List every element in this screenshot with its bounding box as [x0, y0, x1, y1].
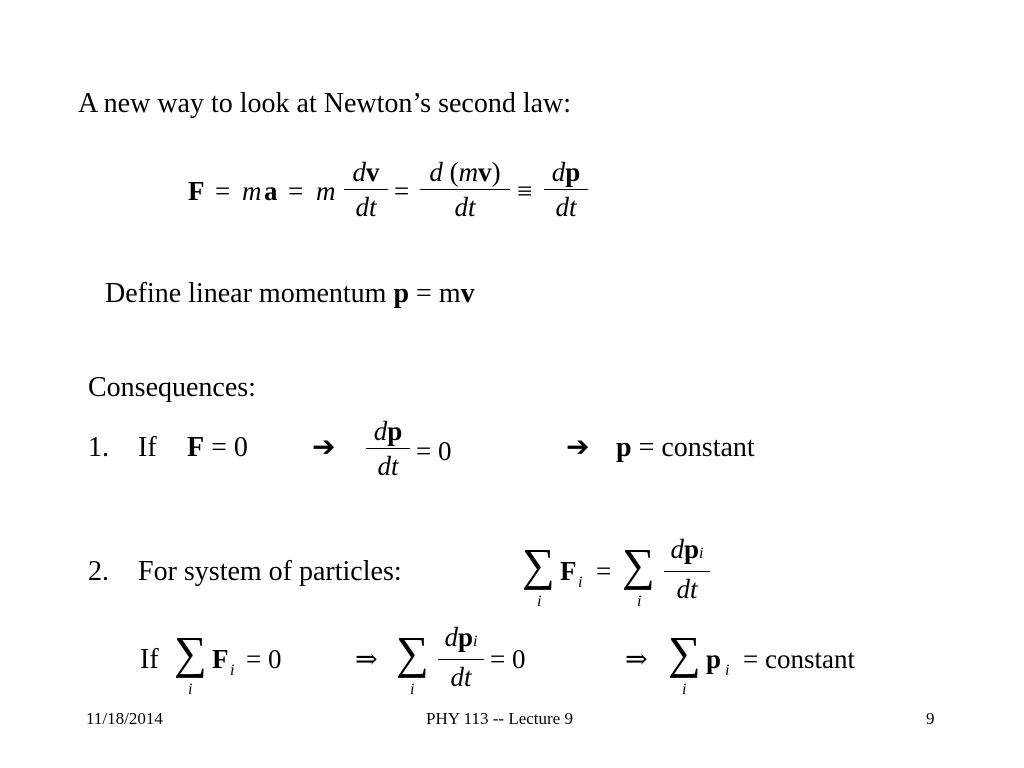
- index-i: i: [537, 593, 542, 610]
- equals-sign: =: [288, 176, 304, 206]
- dt-symbol: dt: [355, 192, 377, 222]
- velocity-symbol: v: [478, 157, 492, 187]
- right-arrow-icon: ➔: [566, 432, 590, 463]
- index-i: i: [473, 633, 478, 650]
- momentum-symbol: p: [458, 622, 474, 652]
- index-i: i: [637, 593, 642, 610]
- dt-symbol: dt: [555, 192, 577, 222]
- d-symbol: d: [352, 157, 366, 187]
- fraction-bar: [544, 189, 588, 190]
- index-i: i: [699, 545, 704, 562]
- dt-symbol: dt: [377, 451, 399, 481]
- equals-sign: =: [596, 556, 612, 586]
- definition-text: Define linear momentum: [105, 278, 394, 309]
- index-i: i: [682, 681, 687, 698]
- equals-sign: =: [394, 176, 410, 206]
- summation-sign: ∑: [396, 627, 429, 678]
- acceleration-symbol: a: [264, 176, 278, 206]
- dp-dt-fraction: [544, 157, 588, 222]
- equals-zero: = 0: [246, 644, 282, 674]
- equals-constant: = constant: [743, 644, 855, 674]
- dt-symbol: dt: [676, 574, 698, 604]
- velocity-symbol: v: [460, 278, 475, 309]
- footer-page-number: 9: [926, 709, 935, 728]
- implies-icon: ⇒: [625, 644, 648, 674]
- dpi-dt-fraction: [664, 534, 710, 604]
- momentum-symbol: p: [706, 644, 722, 674]
- d-symbol: d: [373, 416, 388, 446]
- force-symbol: F: [187, 432, 205, 463]
- footer-date: 11/18/2014: [86, 709, 163, 728]
- force-symbol: F: [560, 556, 577, 586]
- d-symbol: d: [444, 622, 458, 652]
- momentum-constant: [616, 432, 755, 464]
- consequences-heading: Consequences:: [88, 372, 256, 403]
- fraction-bar: [344, 189, 388, 190]
- mass-symbol: m: [316, 176, 336, 206]
- item-number: 2.: [88, 556, 109, 587]
- equals-constant: = constant: [631, 432, 755, 463]
- summation-sign: ∑: [622, 539, 655, 590]
- index-i: i: [410, 681, 415, 698]
- footer-course: PHY 113 -- Lecture 9: [426, 709, 573, 728]
- item-number: 1.: [88, 432, 109, 463]
- dv-dt-fraction: [344, 157, 388, 222]
- momentum-definition: [105, 278, 475, 310]
- momentum-symbol: p: [387, 416, 403, 446]
- summation-sign: ∑: [668, 627, 701, 678]
- dp-dt-fraction: [366, 416, 410, 481]
- index-i: i: [725, 662, 730, 679]
- mass-symbol: m: [458, 157, 479, 187]
- momentum-symbol: p: [393, 278, 410, 309]
- if-label: If: [138, 432, 157, 463]
- equals-zero: = 0: [416, 436, 452, 466]
- force-symbol: F: [188, 176, 205, 206]
- d-symbol: d: [429, 157, 443, 187]
- dpi-dt-fraction: [438, 622, 484, 692]
- right-paren: ): [491, 157, 501, 187]
- dt-symbol: dt: [450, 662, 472, 692]
- index-i: i: [230, 662, 235, 679]
- velocity-symbol: v: [366, 157, 380, 187]
- momentum-symbol: p: [616, 432, 632, 463]
- d-symbol: d: [551, 157, 566, 187]
- implies-icon: ⇒: [355, 644, 378, 674]
- d-symbol: d: [670, 534, 684, 564]
- momentum-symbol: p: [565, 157, 581, 187]
- summation-sign: ∑: [174, 627, 207, 678]
- force-zero-condition: [187, 432, 248, 464]
- equals-sign: =: [409, 278, 439, 309]
- fraction-bar: [664, 571, 710, 572]
- fraction-bar: [438, 659, 484, 660]
- mass-symbol: m: [242, 176, 262, 206]
- if-label: If: [140, 644, 159, 675]
- left-paren: (: [449, 157, 459, 187]
- equals-sign: =: [215, 176, 231, 206]
- summation-sign: ∑: [522, 539, 555, 590]
- dmv-dt-fraction: [420, 157, 510, 222]
- equals-zero: = 0: [204, 432, 248, 463]
- mass-symbol: m: [438, 278, 461, 309]
- intro-text: A new way to look at Newton’s second law:: [78, 88, 572, 119]
- item-label: For system of particles:: [138, 556, 402, 587]
- momentum-symbol: p: [684, 534, 700, 564]
- index-i: i: [188, 681, 193, 698]
- equivalence-sign: ≡: [517, 176, 533, 206]
- right-arrow-icon: ➔: [312, 432, 336, 463]
- dt-symbol: dt: [454, 192, 476, 222]
- fraction-bar: [366, 448, 410, 449]
- index-i: i: [578, 574, 583, 591]
- fraction-bar: [420, 189, 510, 190]
- force-symbol: F: [212, 644, 229, 674]
- equals-zero: = 0: [490, 644, 526, 674]
